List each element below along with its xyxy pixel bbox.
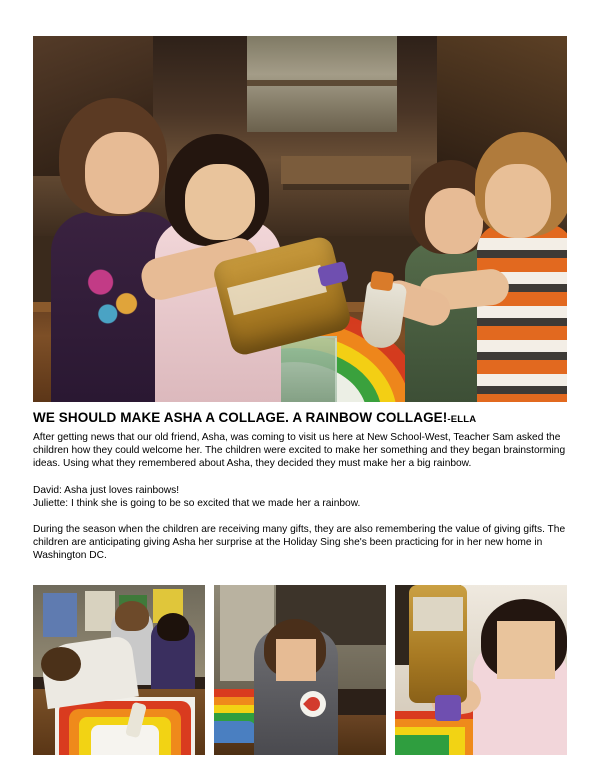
photo-glue-bottle-small-cap: [370, 271, 394, 292]
thumb-photo-boy-with-heart-shirt: [214, 585, 386, 755]
thumb-photo-girl-with-glue-bottle: [395, 585, 567, 755]
thumb1-rainbow-center: [91, 725, 159, 755]
headline-text: WE SHOULD MAKE ASHA A COLLAGE. A RAINBOW COLLAGE!: [33, 410, 448, 425]
thumb1-child-standing-hair: [115, 601, 149, 631]
thumb1-child-leaning-hair: [41, 647, 81, 681]
page-title: [33, 410, 567, 425]
thumbnail-row: [33, 585, 567, 755]
thumb3-rainbow-green: [395, 735, 449, 755]
photo-child-4-body: [477, 224, 567, 402]
hero-photo-children-gluing-rainbow: [33, 36, 567, 402]
photo-shelf: [281, 156, 411, 184]
headline-byline: -ELLA: [447, 414, 477, 425]
thumb2-child-face: [276, 639, 316, 681]
paragraph-closing: During the season when the children are receiving many gifts, they are also remembering the value of giving gifts. The children are anticipating giving Asha her surprise at the Holiday Sing she's been practicing for in her new home in Washington DC.: [33, 524, 566, 562]
thumb1-child-right-hair: [157, 613, 189, 641]
thumb3-glue-bottle-label: [413, 597, 463, 631]
quote-juliette: Juliette: I think she is going to be so excited that we made her a rainbow.: [33, 497, 361, 509]
photo-child-4-face: [485, 164, 551, 238]
paragraph-intro: After getting news that our old friend, Asha, was coming to visit us here at New School-West, Teacher Sam asked the children how they could welcome her. The children were excited to make her something and they began brainstorming ideas. Using what they remembered about Asha, they decided they must make her a big rainbow.: [33, 432, 566, 470]
photo-child-2-face: [185, 164, 255, 240]
quote-david: David: Asha just loves rainbows!: [33, 484, 180, 496]
photo-window-frame: [247, 80, 397, 86]
photo-child-1-shirt-print: [79, 252, 151, 338]
thumb2-heart-shirt-graphic: [300, 691, 326, 717]
photo-child-1-face: [85, 132, 159, 214]
hero-photo-illustration: [33, 36, 567, 402]
body-copy: [33, 431, 567, 576]
thumb-photo-children-at-table: [33, 585, 205, 755]
thumb1-artwork-blue: [43, 593, 77, 637]
thumb3-glue-bottle-cap: [435, 695, 461, 721]
thumb2-rainbow-blue: [214, 721, 256, 743]
thumb3-child-face: [497, 621, 555, 679]
